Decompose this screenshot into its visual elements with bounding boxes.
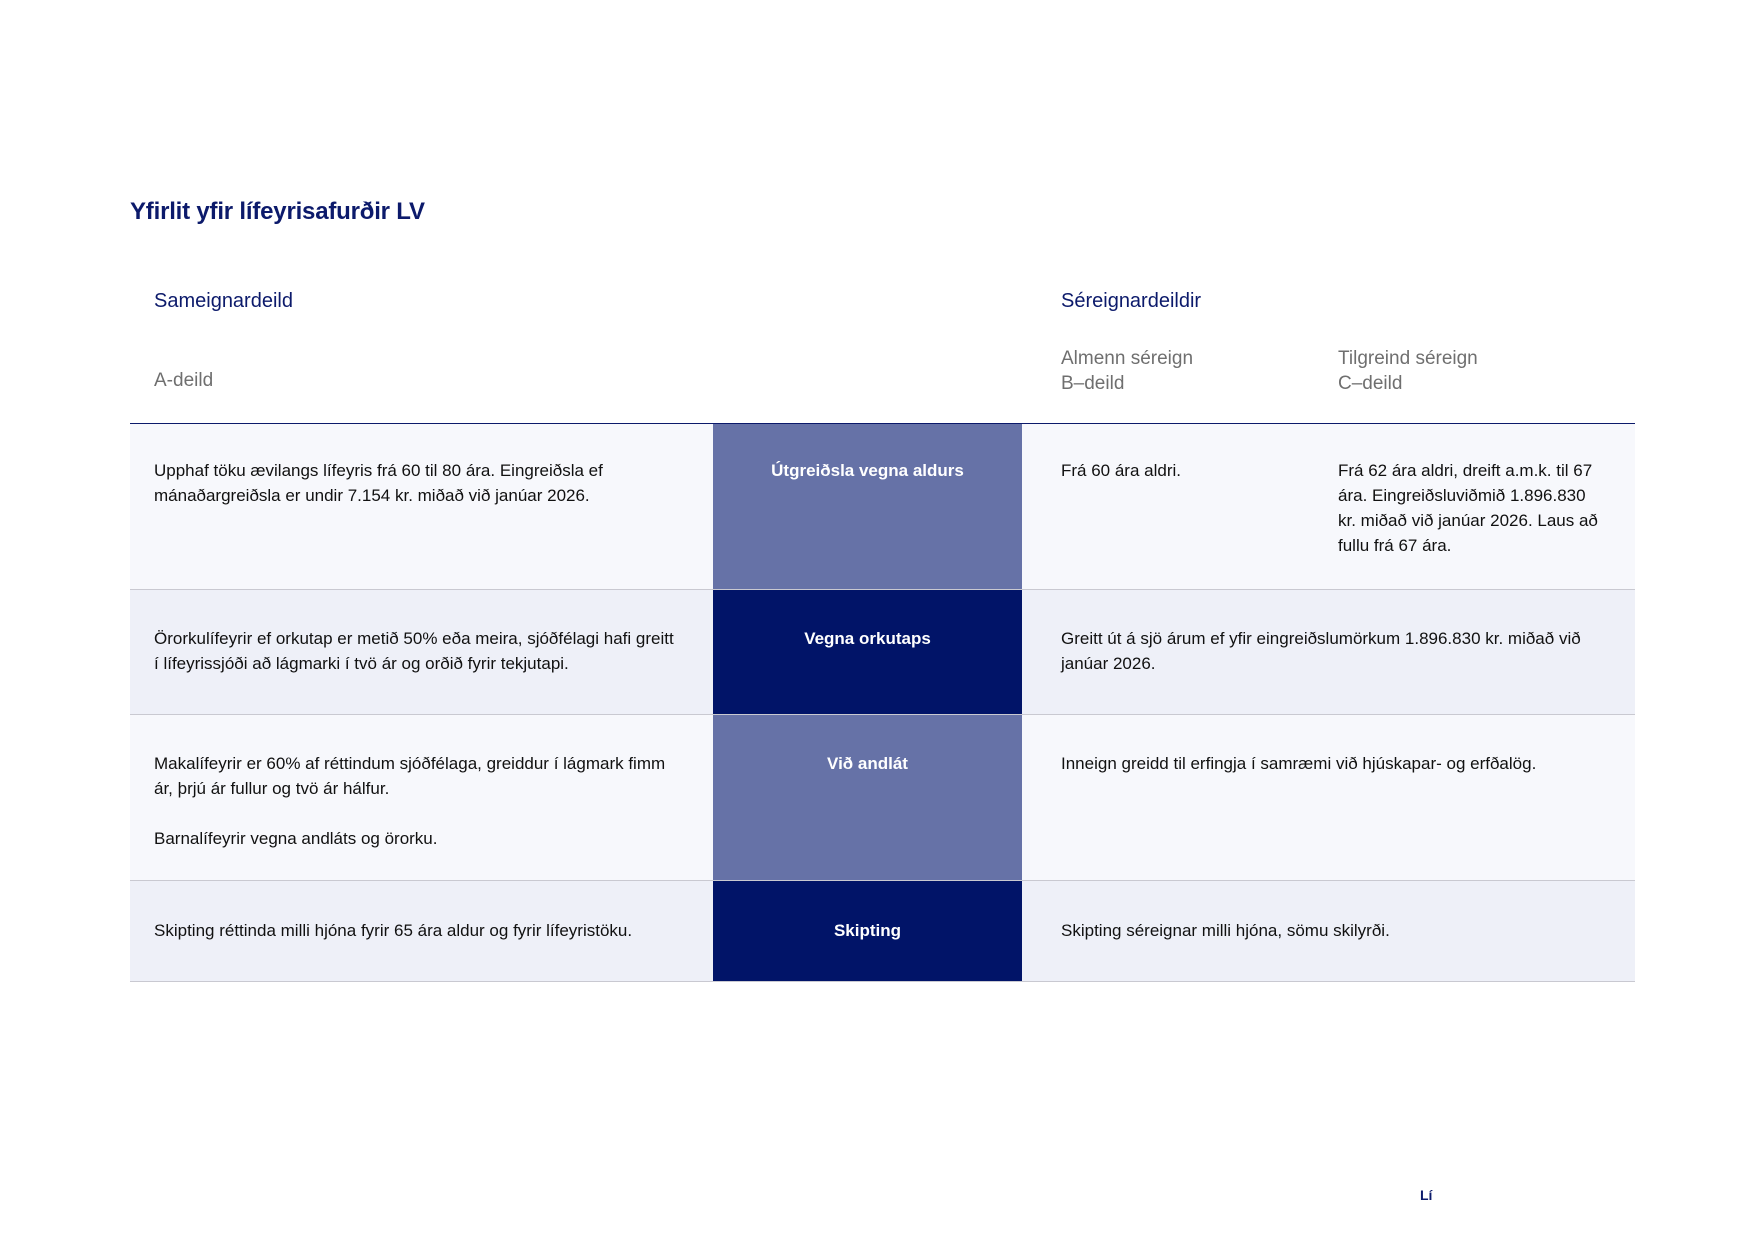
a-deild-cell	[154, 458, 674, 508]
category-division: Skipting	[713, 881, 1022, 981]
c-deild-name: Tilgreind séreign	[1338, 348, 1478, 369]
b-deild-cell	[1061, 458, 1311, 483]
table-row-division	[130, 881, 1635, 982]
a-deild-text: Skipting réttinda milli hjóna fyrir 65 ára aldur og fyrir lífeyristöku.	[154, 921, 633, 940]
table-row-age	[130, 424, 1635, 590]
private-funds-cell	[1061, 751, 1621, 776]
common-fund-heading: Sameignardeild	[154, 290, 293, 312]
a-deild-label: A-deild	[154, 370, 214, 391]
a-deild-text: Upphaf töku ævilangs lífeyris frá 60 til 80 ára. Eingreiðsla ef mánaðargreiðsla er undir 7.154 kr. miðað við janúar 2026.	[154, 461, 603, 505]
a-deild-cell	[154, 751, 674, 851]
category-death: Við andlát	[713, 715, 1022, 880]
category-age: Útgreiðsla vegna aldurs	[713, 424, 1022, 589]
c-deild-header	[1338, 346, 1478, 396]
c-deild-label: C–deild	[1338, 373, 1403, 394]
category-disability: Vegna orkutaps	[713, 590, 1022, 714]
b-deild-name: Almenn séreign	[1061, 348, 1194, 369]
a-deild-extra-text: Barnalífeyrir vegna andláts og örorku.	[154, 829, 438, 848]
table-row-death	[130, 715, 1635, 881]
b-deild-header	[1061, 346, 1193, 396]
b-deild-label: B–deild	[1061, 373, 1125, 394]
private-funds-heading: Séreignardeildir	[1061, 290, 1202, 312]
private-funds-text: Skipting séreignar milli hjóna, sömu skilyrði.	[1061, 921, 1390, 940]
a-deild-text: Makalífeyrir er 60% af réttindum sjóðfélaga, greiddur í lágmark fimm ár, þrjú ár fullur og tvö ár hálfur.	[154, 754, 666, 798]
footer-logo-mark: Lí	[1420, 1187, 1433, 1203]
private-funds-text: Inneign greidd til erfingja í samræmi við hjúskapar- og erfðalög.	[1061, 754, 1537, 773]
table-row-disability	[130, 590, 1635, 715]
a-deild-cell	[154, 626, 674, 676]
a-deild-cell	[154, 918, 709, 943]
b-deild-text: Frá 60 ára aldri.	[1061, 461, 1181, 480]
a-deild-text: Örorkulífeyrir ef orkutap er metið 50% eða meira, sjóðfélagi hafi greitt í lífeyrissjóði að lágmarki í tvö ár og orðið fyrir tekjutapi.	[154, 629, 674, 673]
comparison-table	[130, 424, 1635, 982]
private-funds-cell	[1061, 918, 1601, 943]
page-title: Yfirlit yfir lífeyrisafurðir LV	[130, 198, 425, 225]
private-funds-text: Greitt út á sjö árum ef yfir eingreiðslumörkum 1.896.830 kr. miðað við janúar 2026.	[1061, 629, 1581, 673]
c-deild-cell	[1338, 458, 1598, 558]
c-deild-text: Frá 62 ára aldri, dreift a.m.k. til 67 ára. Eingreiðsluviðmið 1.896.830 kr. miðað við janúar 2026. Laus að fullu frá 67 ára.	[1338, 461, 1598, 555]
private-funds-cell	[1061, 626, 1601, 676]
